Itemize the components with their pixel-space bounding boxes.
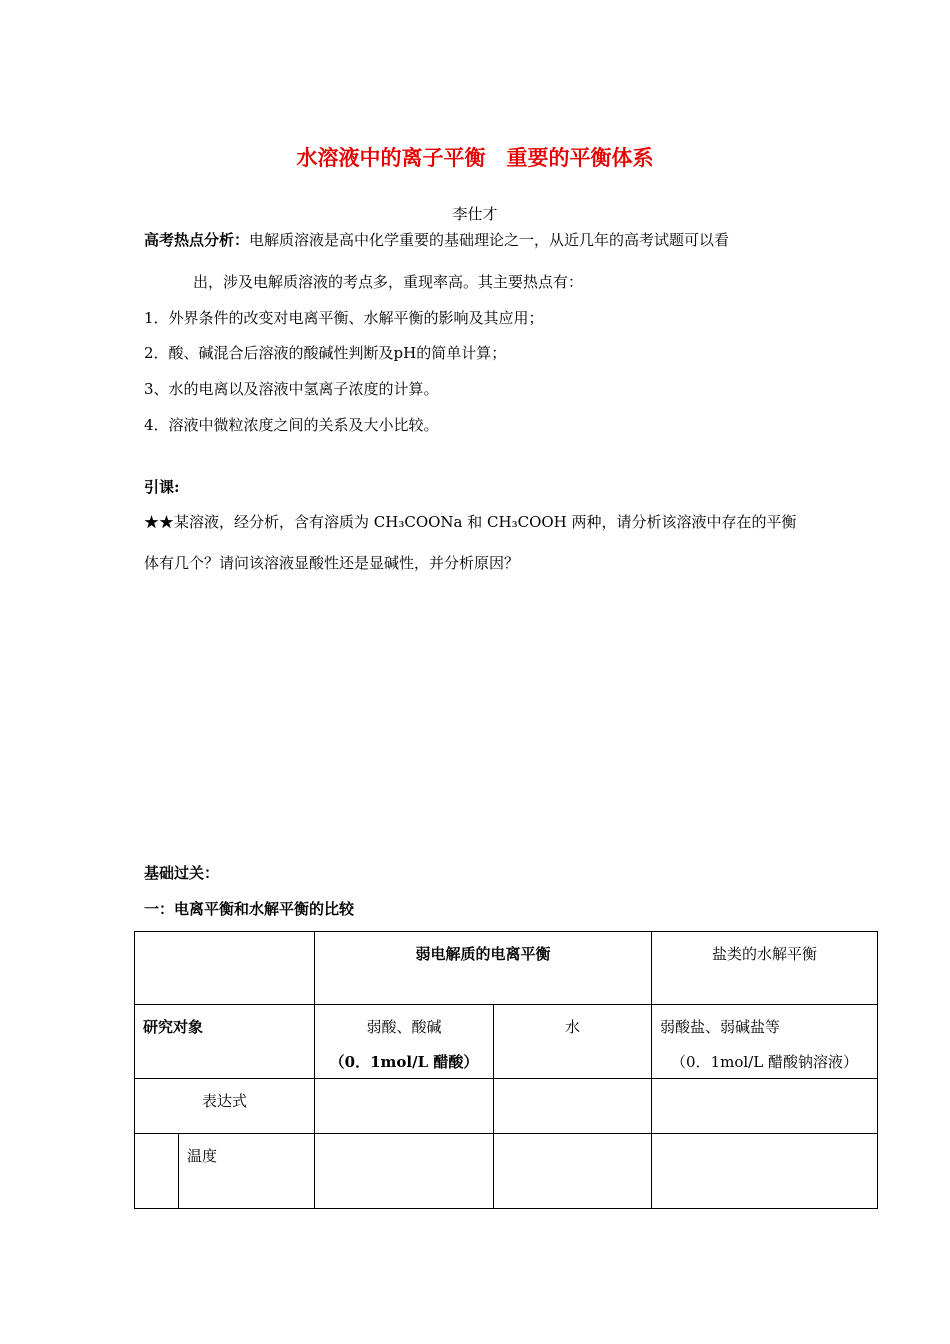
hotspot-item: 1．外界条件的改变对电离平衡、水解平衡的影响及其应用； bbox=[144, 309, 544, 327]
expression-label: 表达式 bbox=[201, 1092, 247, 1110]
row-label-subject: 研究对象 bbox=[135, 1005, 315, 1079]
table-cell-empty bbox=[652, 1079, 878, 1134]
row-label-expression bbox=[135, 1079, 315, 1134]
author: 李仕才 bbox=[452, 205, 498, 223]
hotspot-item: 4．溶液中微粒浓度之间的关系及大小比较。 bbox=[144, 416, 439, 434]
weak-acid-line-1: 弱酸、酸碱 bbox=[366, 1018, 442, 1036]
table-cell-empty bbox=[652, 1134, 878, 1209]
table-cell-empty bbox=[494, 1079, 652, 1134]
cell-salt bbox=[652, 1005, 878, 1079]
salt-line-1: 弱酸盐、弱碱盐等 bbox=[660, 1018, 781, 1036]
hotspot-label: 高考热点分析： bbox=[144, 231, 250, 249]
intro-heading: 引课: bbox=[144, 478, 180, 496]
comparison-table bbox=[134, 931, 878, 1209]
table-cell-empty bbox=[135, 932, 315, 1005]
section-heading: 一：电离平衡和水解平衡的比较 bbox=[144, 900, 355, 918]
intro-question-line-1: ★★某溶液，经分析，含有溶质为 CH₃COONa 和 CH₃COOH 两种，请分析该溶液中存在的平衡 bbox=[144, 513, 797, 531]
cell-water: 水 bbox=[494, 1005, 652, 1079]
hotspot-item: 2．酸、碱混合后溶液的酸碱性判断及pH的简单计算； bbox=[144, 344, 507, 362]
row-label-temperature: 温度 bbox=[179, 1134, 315, 1209]
weak-acid-line-2: （0．1mol/L 醋酸） bbox=[329, 1053, 479, 1071]
table-cell-empty bbox=[315, 1134, 494, 1209]
cell-weak-acid bbox=[315, 1005, 494, 1079]
hotspot-line-1 bbox=[144, 230, 729, 250]
table-cell-empty bbox=[315, 1079, 494, 1134]
salt-line-2: （0．1mol/L 醋酸钠溶液） bbox=[671, 1053, 858, 1071]
table-row bbox=[135, 1005, 878, 1079]
table-cell-empty bbox=[494, 1134, 652, 1209]
table-row bbox=[135, 1079, 878, 1134]
page-title: 水溶液中的离子平衡 重要的平衡体系 bbox=[296, 145, 654, 170]
table-row bbox=[135, 1134, 878, 1209]
hotspot-item: 3、水的电离以及溶液中氢离子浓度的计算。 bbox=[144, 380, 439, 398]
basics-heading: 基础过关： bbox=[144, 864, 220, 882]
header-ionization: 弱电解质的电离平衡 bbox=[315, 932, 652, 1005]
hotspot-text-1: 电解质溶液是高中化学重要的基础理论之一，从近几年的高考试题可以看 bbox=[249, 231, 730, 249]
intro-question-line-2: 体有几个？请问该溶液显酸性还是显碱性，并分析原因？ bbox=[144, 554, 520, 572]
table-cell-empty bbox=[135, 1134, 179, 1209]
hotspot-line-2: 出，涉及电解质溶液的考点多，重现率高。其主要热点有： bbox=[193, 273, 584, 291]
header-hydrolysis: 盐类的水解平衡 bbox=[652, 932, 878, 1005]
table-row bbox=[135, 932, 878, 1005]
